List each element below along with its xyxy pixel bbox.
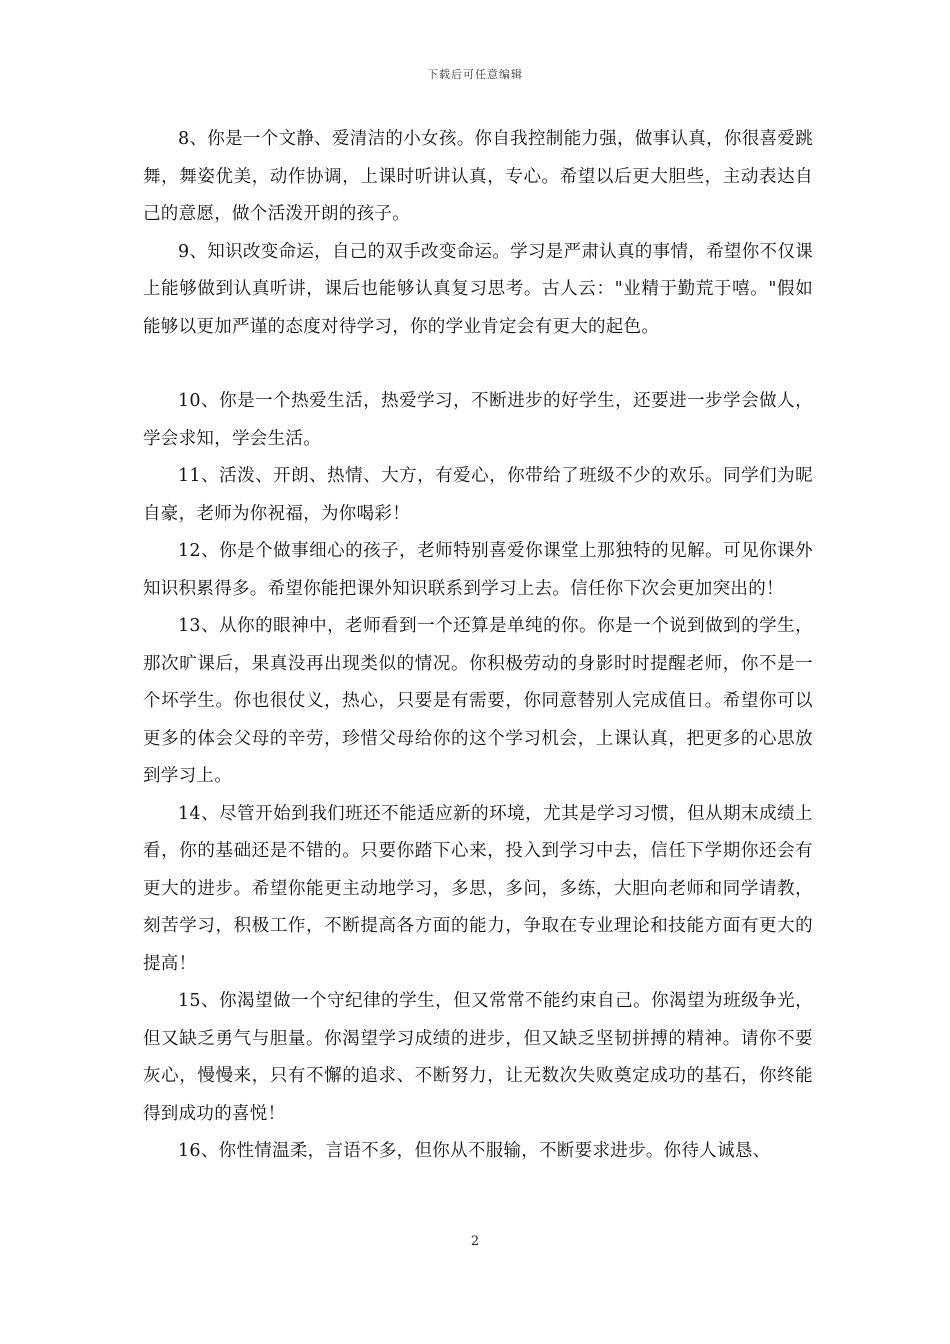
paragraph-9: 9、知识改变命运，自己的双手改变命运。学习是严肃认真的事情，希望你不仅课上能够做到认真听讲，课后也能够认真复习思考。古人云："业精于勤荒于嘻。"假如能够以更加严谨的态度对待学习，你的学业肯定会有更大的起色。 [143,241,813,337]
document-body [143,121,813,1171]
page-header: 下载后可任意编辑 [427,68,523,81]
paragraph-13: 13、从你的眼神中，老师看到一个还算是单纯的你。你是一个说到做到的学生，那次旷课后，果真没再出现类似的情况。你积极劳动的身影时时提醒老师，你不是一个坏学生。你也很仗义，热心，只要是有需要，你同意替别人完成值日。希望你可以更多的体会父母的辛劳，珍惜父母给你的这个学习机会，上课认真，把更多的心思放到学习上。 [143,616,813,786]
paragraph-14: 14、尽管开始到我们班还不能适应新的环境，尤其是学习习惯，但从期末成绩上看，你的基础还是不错的。只要你踏下心来，投入到学习中去，信任下学期你还会有更大的进步。希望你能更主动地学习，多思，多问，多练，大胆向老师和同学请教，刻苦学习，积极工作，不断提高各方面的能力，争取在专业理论和技能方面有更大的提高！ [143,803,813,974]
paragraph-12: 12、你是个做事细心的孩子，老师特别喜爱你课堂上那独特的见解。可见你课外知识积累得多。希望你能把课外知识联系到学习上去。信任你下次会更加突出的！ [143,541,813,599]
paragraph-8: 8、你是一个文静、爱清洁的小女孩。你自我控制能力强，做事认真，你很喜爱跳舞，舞姿优美，动作协调，上课时听讲认真，专心。希望以后更大胆些，主动表达自己的意愿，做个活泼开朗的孩子。 [143,129,813,224]
paragraph-10: 10、你是一个热爱生活，热爱学习，不断进步的好学生，还要进一步学会做人，学会求知，学会生活。 [143,391,813,449]
page-number: 2 [470,1234,480,1249]
paragraph-16: 16、你性情温柔，言语不多，但你从不服输，不断要求进步。你待人诚恳、 [178,1141,771,1161]
paragraph-gap [143,346,813,383]
paragraph-11: 11、活泼、开朗、热情、大方，有爱心，你带给了班级不少的欢乐。同学们为昵自豪，老师为你祝福，为你喝彩！ [143,466,813,524]
paragraph-15: 15、你渴望做一个守纪律的学生，但又常常不能约束自己。你渴望为班级争光，但又缺乏勇气与胆量。你渴望学习成绩的进步，但又缺乏坚韧拼搏的精神。请你不要灰心，慢慢来，只有不懈的追求、不断努力，让无数次失败奠定成功的基石，你终能得到成功的喜悦！ [143,991,813,1124]
